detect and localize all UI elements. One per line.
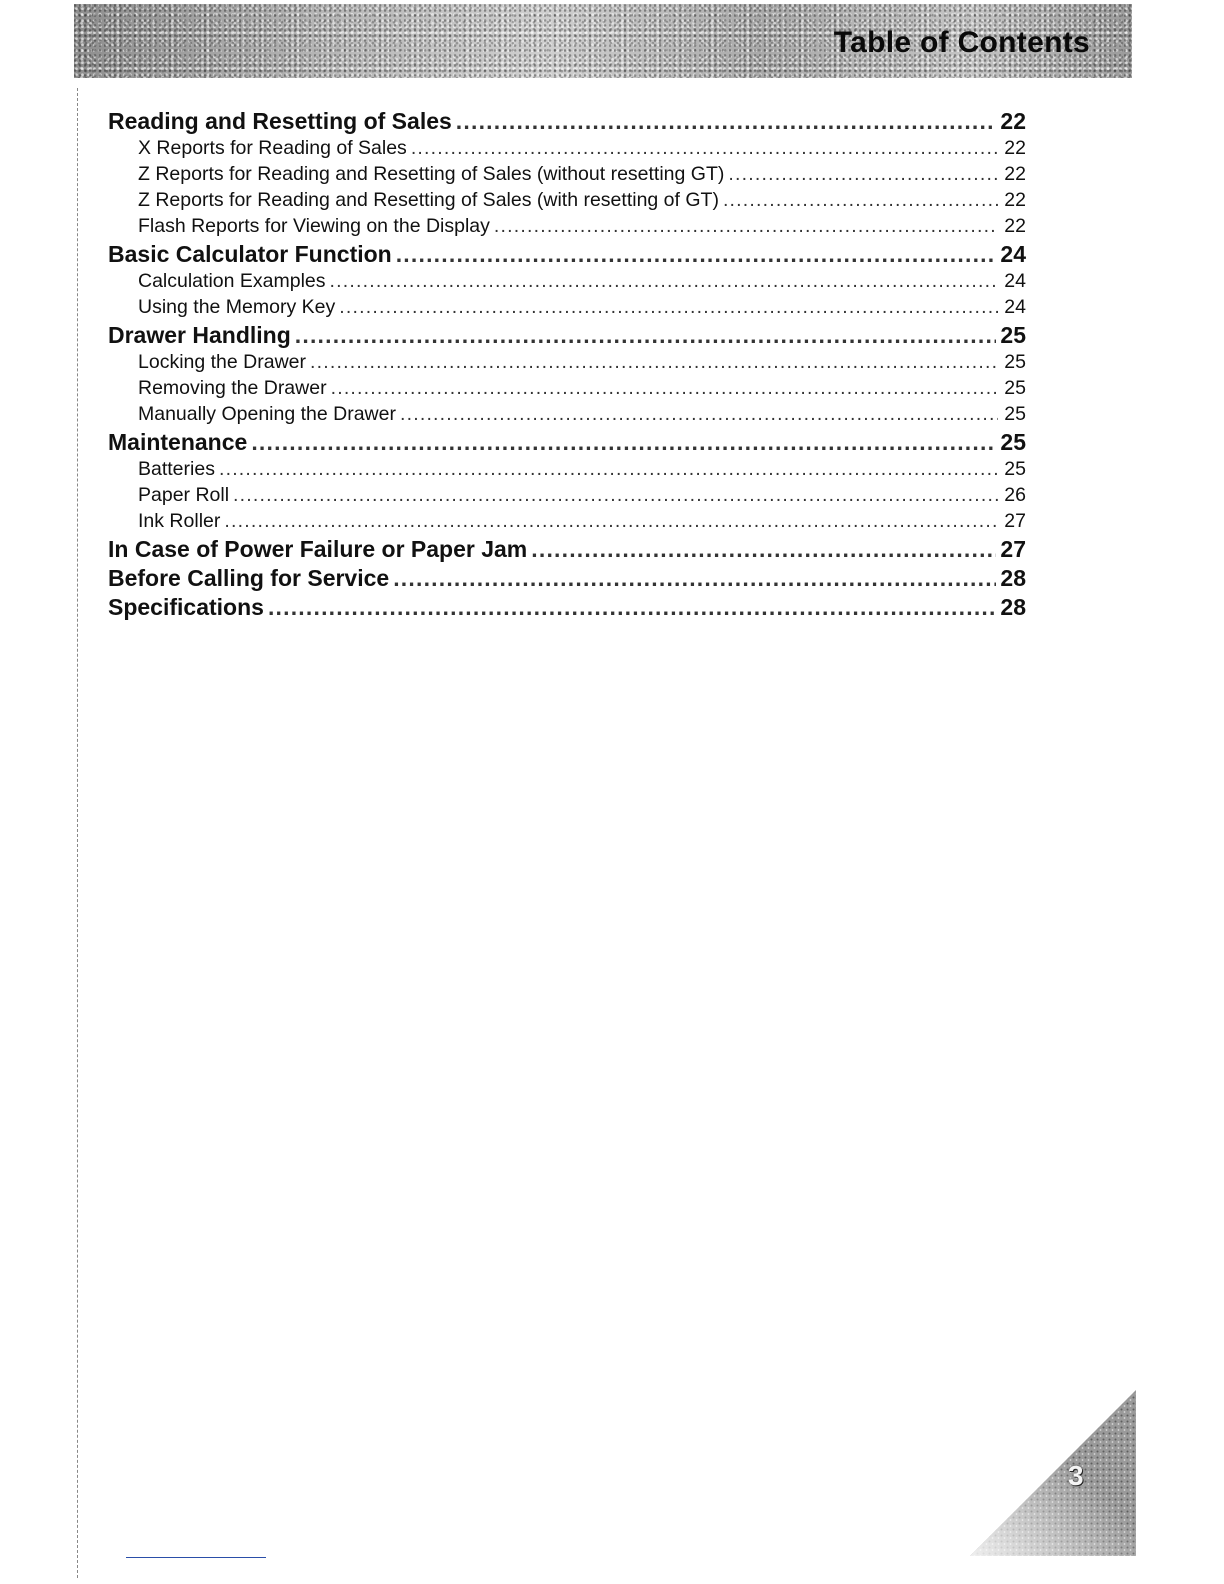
dot-leader [331,377,998,400]
toc-entry[interactable] [108,565,1026,594]
toc-entry-title: Using the Memory Key [138,296,336,318]
dot-leader [728,163,998,186]
toc-entry-title: In Case of Power Failure or Paper Jam [108,536,528,562]
dot-leader [295,322,997,349]
toc-entry-title: Removing the Drawer [138,377,327,399]
toc-entry-page: 24 [1004,296,1026,318]
dot-leader [396,241,997,268]
toc-entry-page: 22 [1000,108,1026,134]
toc-entry-title: Basic Calculator Function [108,241,392,267]
toc-entry-page: 22 [1004,215,1026,237]
toc-entry-title: Before Calling for Service [108,565,390,591]
dot-leader [531,536,996,563]
dot-leader [268,594,996,621]
toc-entry-page: 28 [1000,565,1026,591]
toc-entry[interactable] [138,484,1026,510]
dot-leader [224,510,998,533]
dot-leader [251,429,996,456]
toc-entry-page: 25 [1004,403,1026,425]
toc-entry-page: 25 [1004,377,1026,399]
footer-rule [126,1557,266,1558]
dot-leader [494,215,998,238]
toc-entry-title: Specifications [108,594,264,620]
toc-entry-page: 24 [1000,241,1026,267]
toc-entry-title: Maintenance [108,429,248,455]
toc-entry[interactable] [138,377,1026,403]
toc-entry-title: Drawer Handling [108,322,291,348]
dot-leader [456,108,997,135]
page-title: Table of Contents [833,26,1090,59]
toc-entry-title: Locking the Drawer [138,351,306,373]
toc-entry-page: 22 [1004,163,1026,185]
toc-entry-title: X Reports for Reading of Sales [138,137,407,159]
toc-entry-page: 25 [1000,322,1026,348]
toc-entry-page: 28 [1000,594,1026,620]
toc-entry-page: 27 [1000,536,1026,562]
toc-entry-title: Z Reports for Reading and Resetting of Sales (with resetting of GT) [138,189,719,211]
page-number: 3 [1068,1460,1084,1491]
toc-entry-title: Flash Reports for Viewing on the Display [138,215,490,237]
toc-entry[interactable] [108,108,1026,137]
toc-entry-page: 25 [1004,351,1026,373]
dot-leader [339,296,998,319]
dot-leader [723,189,998,212]
page-corner-triangle [970,1390,1136,1556]
dot-leader [400,403,998,426]
toc-entry-page: 25 [1000,429,1026,455]
toc-entry[interactable] [138,189,1026,215]
toc-entry[interactable] [138,137,1026,163]
toc-entry-title: Paper Roll [138,484,230,506]
toc-entry-page: 22 [1004,137,1026,159]
toc-entry[interactable] [138,403,1026,429]
toc-entry[interactable] [108,322,1026,351]
toc-entry-page: 27 [1004,510,1026,532]
dot-leader [330,270,998,293]
toc-entry[interactable] [138,215,1026,241]
binding-line [77,88,78,1578]
toc-entry[interactable] [138,458,1026,484]
toc-entry-page: 25 [1004,458,1026,480]
toc-entry[interactable] [138,296,1026,322]
toc-entry[interactable] [138,510,1026,536]
toc-entry[interactable] [138,163,1026,189]
toc-entry[interactable] [138,270,1026,296]
toc-entry-title: Manually Opening the Drawer [138,403,396,425]
toc-entry[interactable] [108,241,1026,270]
header-band [74,4,1132,78]
toc-entry-page: 22 [1004,189,1026,211]
dot-leader [411,137,998,160]
toc-entry[interactable] [108,536,1026,565]
toc-entry-title: Calculation Examples [138,270,326,292]
toc-entry-title: Ink Roller [138,510,221,532]
dot-leader [393,565,996,592]
toc-entry-title: Reading and Resetting of Sales [108,108,452,134]
toc-entry-page: 24 [1004,270,1026,292]
table-of-contents [108,108,1026,623]
toc-entry[interactable] [138,351,1026,377]
toc-entry[interactable] [108,429,1026,458]
toc-entry-title: Batteries [138,458,215,480]
dot-leader [219,458,998,481]
dot-leader [310,351,998,374]
toc-entry[interactable] [108,594,1026,623]
dot-leader [233,484,998,507]
toc-entry-page: 26 [1004,484,1026,506]
toc-entry-title: Z Reports for Reading and Resetting of Sales (without resetting GT) [138,163,725,185]
